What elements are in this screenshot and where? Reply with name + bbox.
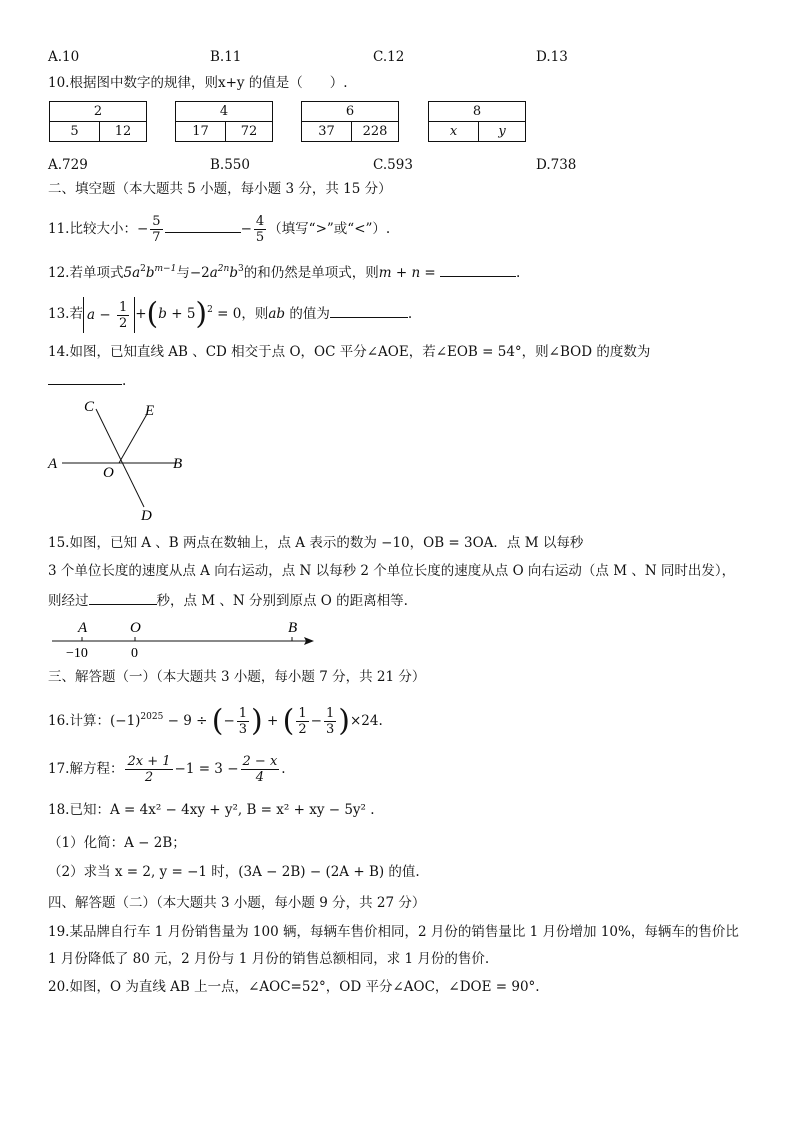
q10-g3-right: 228	[352, 122, 399, 142]
q14-label-a: A	[48, 456, 58, 472]
q10-g2-top: 4	[176, 102, 273, 122]
q17-prefix: 17.解方程：	[48, 761, 124, 777]
q16-fraction-2: $\frac{1}{2}$	[298, 706, 307, 737]
q10-g2-left: 17	[176, 122, 226, 142]
q15-line-2: 3 个单位长度的速度从点 A 向右运动，点 N 以每秒 2 个单位长度的速度从点 O 向右运动（点 M 、N 同时出发），	[48, 563, 736, 579]
q14-ray-oe	[119, 414, 147, 463]
q15-answer-blank	[89, 590, 157, 605]
q10-g4-right: y	[479, 122, 526, 142]
q13-absolute-value: a − $\frac{1}{2}$	[83, 297, 135, 333]
q14-label-b: B	[173, 456, 183, 472]
q10-g2-right: 72	[226, 122, 273, 142]
q10-group-4	[428, 101, 526, 142]
q10-g1-right: 12	[100, 122, 147, 142]
q17-mid: −1 = 3 −	[174, 761, 239, 777]
q17	[48, 751, 286, 787]
q19-line-1: 19.某品牌自行车 1 月份销售量为 100 辆，每辆车售价相同，2 月份的销售量比 1 月份增加 10%，每辆车的售价比	[48, 924, 739, 940]
q10-option-c: C.593	[373, 157, 413, 173]
q14-label-d: D	[141, 508, 152, 524]
q10-g1-top: 2	[50, 102, 147, 122]
q14-line-cd	[96, 409, 144, 507]
q12-mid: 与	[176, 265, 190, 281]
q14-figure	[40, 392, 200, 527]
q10-group-1	[49, 101, 147, 142]
q20-text: 20.如图，O 为直线 AB 上一点，∠AOC=52°，OD 平分∠AOC，∠DOE = 90°.	[48, 979, 540, 995]
q10-option-b: B.550	[210, 157, 250, 173]
axis-value-a: −10	[66, 646, 88, 660]
q9-option-c: C.12	[373, 49, 405, 65]
q16-end: .	[378, 713, 383, 729]
q10-group-2	[175, 101, 273, 142]
q13-suffix: ，则	[241, 306, 269, 322]
q18-stem: 18.已知：A = 4x² − 4xy + y², B = x² + xy − 5y² .	[48, 802, 375, 818]
q13-tail: 的值为	[289, 306, 330, 322]
q13: 13.若 a − $\frac{1}{2}$ $+(b + 5)^2 = 0$，则ab 的值为 .	[48, 296, 413, 332]
q14-answer-line	[48, 370, 126, 390]
section-2-heading: 二、填空题（本大题共 5 小题，每小题 3 分，共 15 分）	[48, 181, 392, 197]
q11: 11.比较大小：− $\frac{5}{7}$ − $\frac{4}{5}$ （填写“>”或“<”）.	[48, 214, 391, 245]
q9-option-a: A.10	[48, 49, 80, 65]
axis-label-b: B	[288, 620, 298, 636]
q11-prefix: 11.比较大小：	[48, 221, 137, 237]
q18-part-1: （1）化简：A − 2B；	[48, 835, 186, 851]
q17-fraction-1: $\frac{2x + 1}{2}$	[127, 754, 171, 785]
q10-g3-left: 37	[302, 122, 352, 142]
q15-number-line	[44, 615, 334, 660]
q14-label-c: C	[84, 399, 95, 415]
q14-end: .	[122, 373, 127, 389]
q10-g1-left: 5	[50, 122, 100, 142]
q11-answer-blank	[165, 218, 241, 233]
axis-value-o: 0	[131, 646, 138, 660]
q11-fraction-1: $\frac{5}{7}$	[152, 214, 161, 245]
q10-option-a: A.729	[48, 157, 88, 173]
q16-fraction-1: $\frac{1}{3}$	[238, 706, 248, 737]
q10-g4-top: 8	[429, 102, 526, 122]
q16-fraction-3: $\frac{1}{3}$	[325, 706, 335, 737]
q12: 12.若单项式$5a^2b^{m-1}$与$-2a^{2n}b^3$的和仍然是单项式，则m + n = .	[48, 264, 521, 281]
q16-prefix: 16.计算：	[48, 713, 110, 729]
q15-line-3	[48, 590, 408, 610]
q10-group-3	[301, 101, 399, 142]
q16: 16.计算：$(-1)^{2025} - 9$ ÷ (− $\frac{1}{3}$ ) + ( $\frac{1}{2}$ − $\frac{1}{3}$ )×24.	[48, 703, 383, 739]
section-4-heading: 四、解答题（二）（本大题共 3 小题，每小题 9 分，共 27 分）	[48, 895, 426, 911]
q12-suffix: 的和仍然是单项式，则	[243, 265, 379, 281]
section-3-heading: 三、解答题（一）（本大题共 3 小题，每小题 7 分，共 21 分）	[48, 669, 426, 685]
q11-fraction-2: $\frac{4}{5}$	[255, 214, 265, 245]
q10-stem: 10.根据图中数字的规律，则x+y 的值是（ ）.	[48, 75, 348, 91]
q11-suffix: （填写“>”或“<”）.	[268, 221, 391, 237]
q16-exponent: 2025	[140, 712, 164, 722]
q14-answer-blank	[48, 370, 122, 385]
q15-line-3a: 则经过	[48, 593, 89, 609]
q16-multiplier: ×24	[349, 713, 379, 729]
q10-g3-top: 6	[302, 102, 399, 122]
axis-label-a: A	[78, 620, 88, 636]
q13-prefix: 13.若	[48, 306, 83, 322]
q10-g4-left: x	[429, 122, 479, 142]
q14-text: 14.如图，已知直线 AB 、CD 相交于点 O，OC 平分∠AOE，若∠EOB = 54°，则∠BOD 的度数为	[48, 344, 651, 360]
q14-label-o: O	[103, 465, 114, 481]
q12-answer-blank	[440, 262, 516, 277]
q15-line-3b: 秒，点 M 、N 分别到原点 O 的距离相等.	[156, 593, 408, 609]
q10-option-d: D.738	[536, 157, 577, 173]
q17-end: .	[281, 761, 286, 777]
q9-option-d: D.13	[536, 49, 568, 65]
axis-label-o: O	[130, 620, 141, 636]
q14-label-e: E	[145, 403, 155, 419]
q13-answer-blank	[330, 303, 408, 318]
q9-option-b: B.11	[210, 49, 242, 65]
q12-prefix: 12.若单项式	[48, 265, 124, 281]
q17-fraction-2: $\frac{2 - x}{4}$	[242, 754, 278, 785]
q12-tail: .	[516, 265, 521, 281]
q19-line-2: 1 月份降低了 80 元，2 月份与 1 月份的销售总额相同，求 1 月份的售价.	[48, 951, 490, 967]
q18-part-2: （2）求当 x = 2, y = −1 时，(3A − 2B) − (2A + B) 的值.	[48, 864, 420, 880]
q13-end: .	[407, 306, 413, 322]
q15-line-1: 15.如图，已知 A 、B 两点在数轴上，点 A 表示的数为 −10，OB = 3OA．点 M 以每秒	[48, 535, 584, 551]
